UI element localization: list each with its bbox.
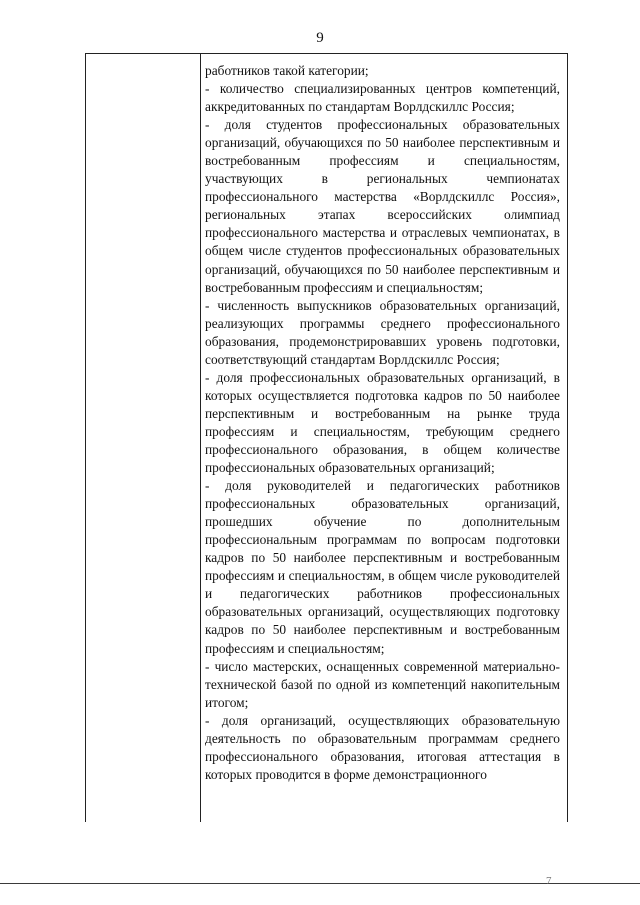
paragraph-staff-training-share: - доля руководителей и педагогических работников профессиональных образовательных организаций, прошедших обучение по дополнительным профессиональным программам по вопросам подготовки кадров по 50 наиболее перспективным и востребованным профессиям и специальностям, в общем числе руководителей и педагогических работников профессиональных образовательных организаций, осуществляющих подготовку кадров по 50 наиболее перспективным и востребованным профессиям и специальностям;: [205, 478, 560, 656]
paragraph-workshops-count: - число мастерских, оснащенных современной материально-технической базой по одной из компетенций накопительным итогом;: [205, 658, 560, 710]
page-number: 9: [316, 30, 324, 46]
paragraph-graduates-count: - численность выпускников образовательных организаций, реализующих программы среднего профессионального образования, продемонстрировавших уровень подготовки, соответствующий стандартам Ворлдскиллс Россия;: [205, 297, 560, 367]
column-divider: [200, 54, 201, 822]
paragraph-attestation-share: - доля организаций, осуществляющих образовательную деятельность по образовательным программам среднего профессионального образования, итоговая аттестация в которых проводится в форме демонстрационного: [205, 712, 560, 782]
paragraph-organizations-share: - доля профессиональных образовательных организаций, в которых осуществляется подготовка кадров по 50 наиболее перспективным и востребованным на рынке труда профессиям и специальностям, требующим среднего профессионального образования, в общем количестве профессиональных образовательных организаций;: [205, 369, 560, 476]
indicators-cell: [205, 62, 560, 784]
bottom-rule: [0, 883, 640, 884]
scan-mark: 7: [546, 875, 552, 887]
paragraph-competence-centers: - количество специализированных центров компетенций, аккредитованных по стандартам Ворлдскиллс Россия;: [205, 81, 560, 115]
indicators-table: [85, 53, 568, 822]
paragraph-continuation: работников такой категории;: [205, 63, 369, 78]
paragraph-students-share: - доля студентов профессиональных образовательных организаций, обучающихся по 50 наиболее перспективным и востребованным профессиям и специальностям, участвующих в региональных чемпионатах профессионального мастерства «Ворлдскиллс Россия», региональных этапах всероссийских олимпиад профессионального мастерства и отраслевых чемпионатах, в общем числе студентов профессиональных образовательных организаций, обучающихся по 50 наиболее перспективным и востребованным профессиям и специальностям;: [205, 117, 560, 295]
